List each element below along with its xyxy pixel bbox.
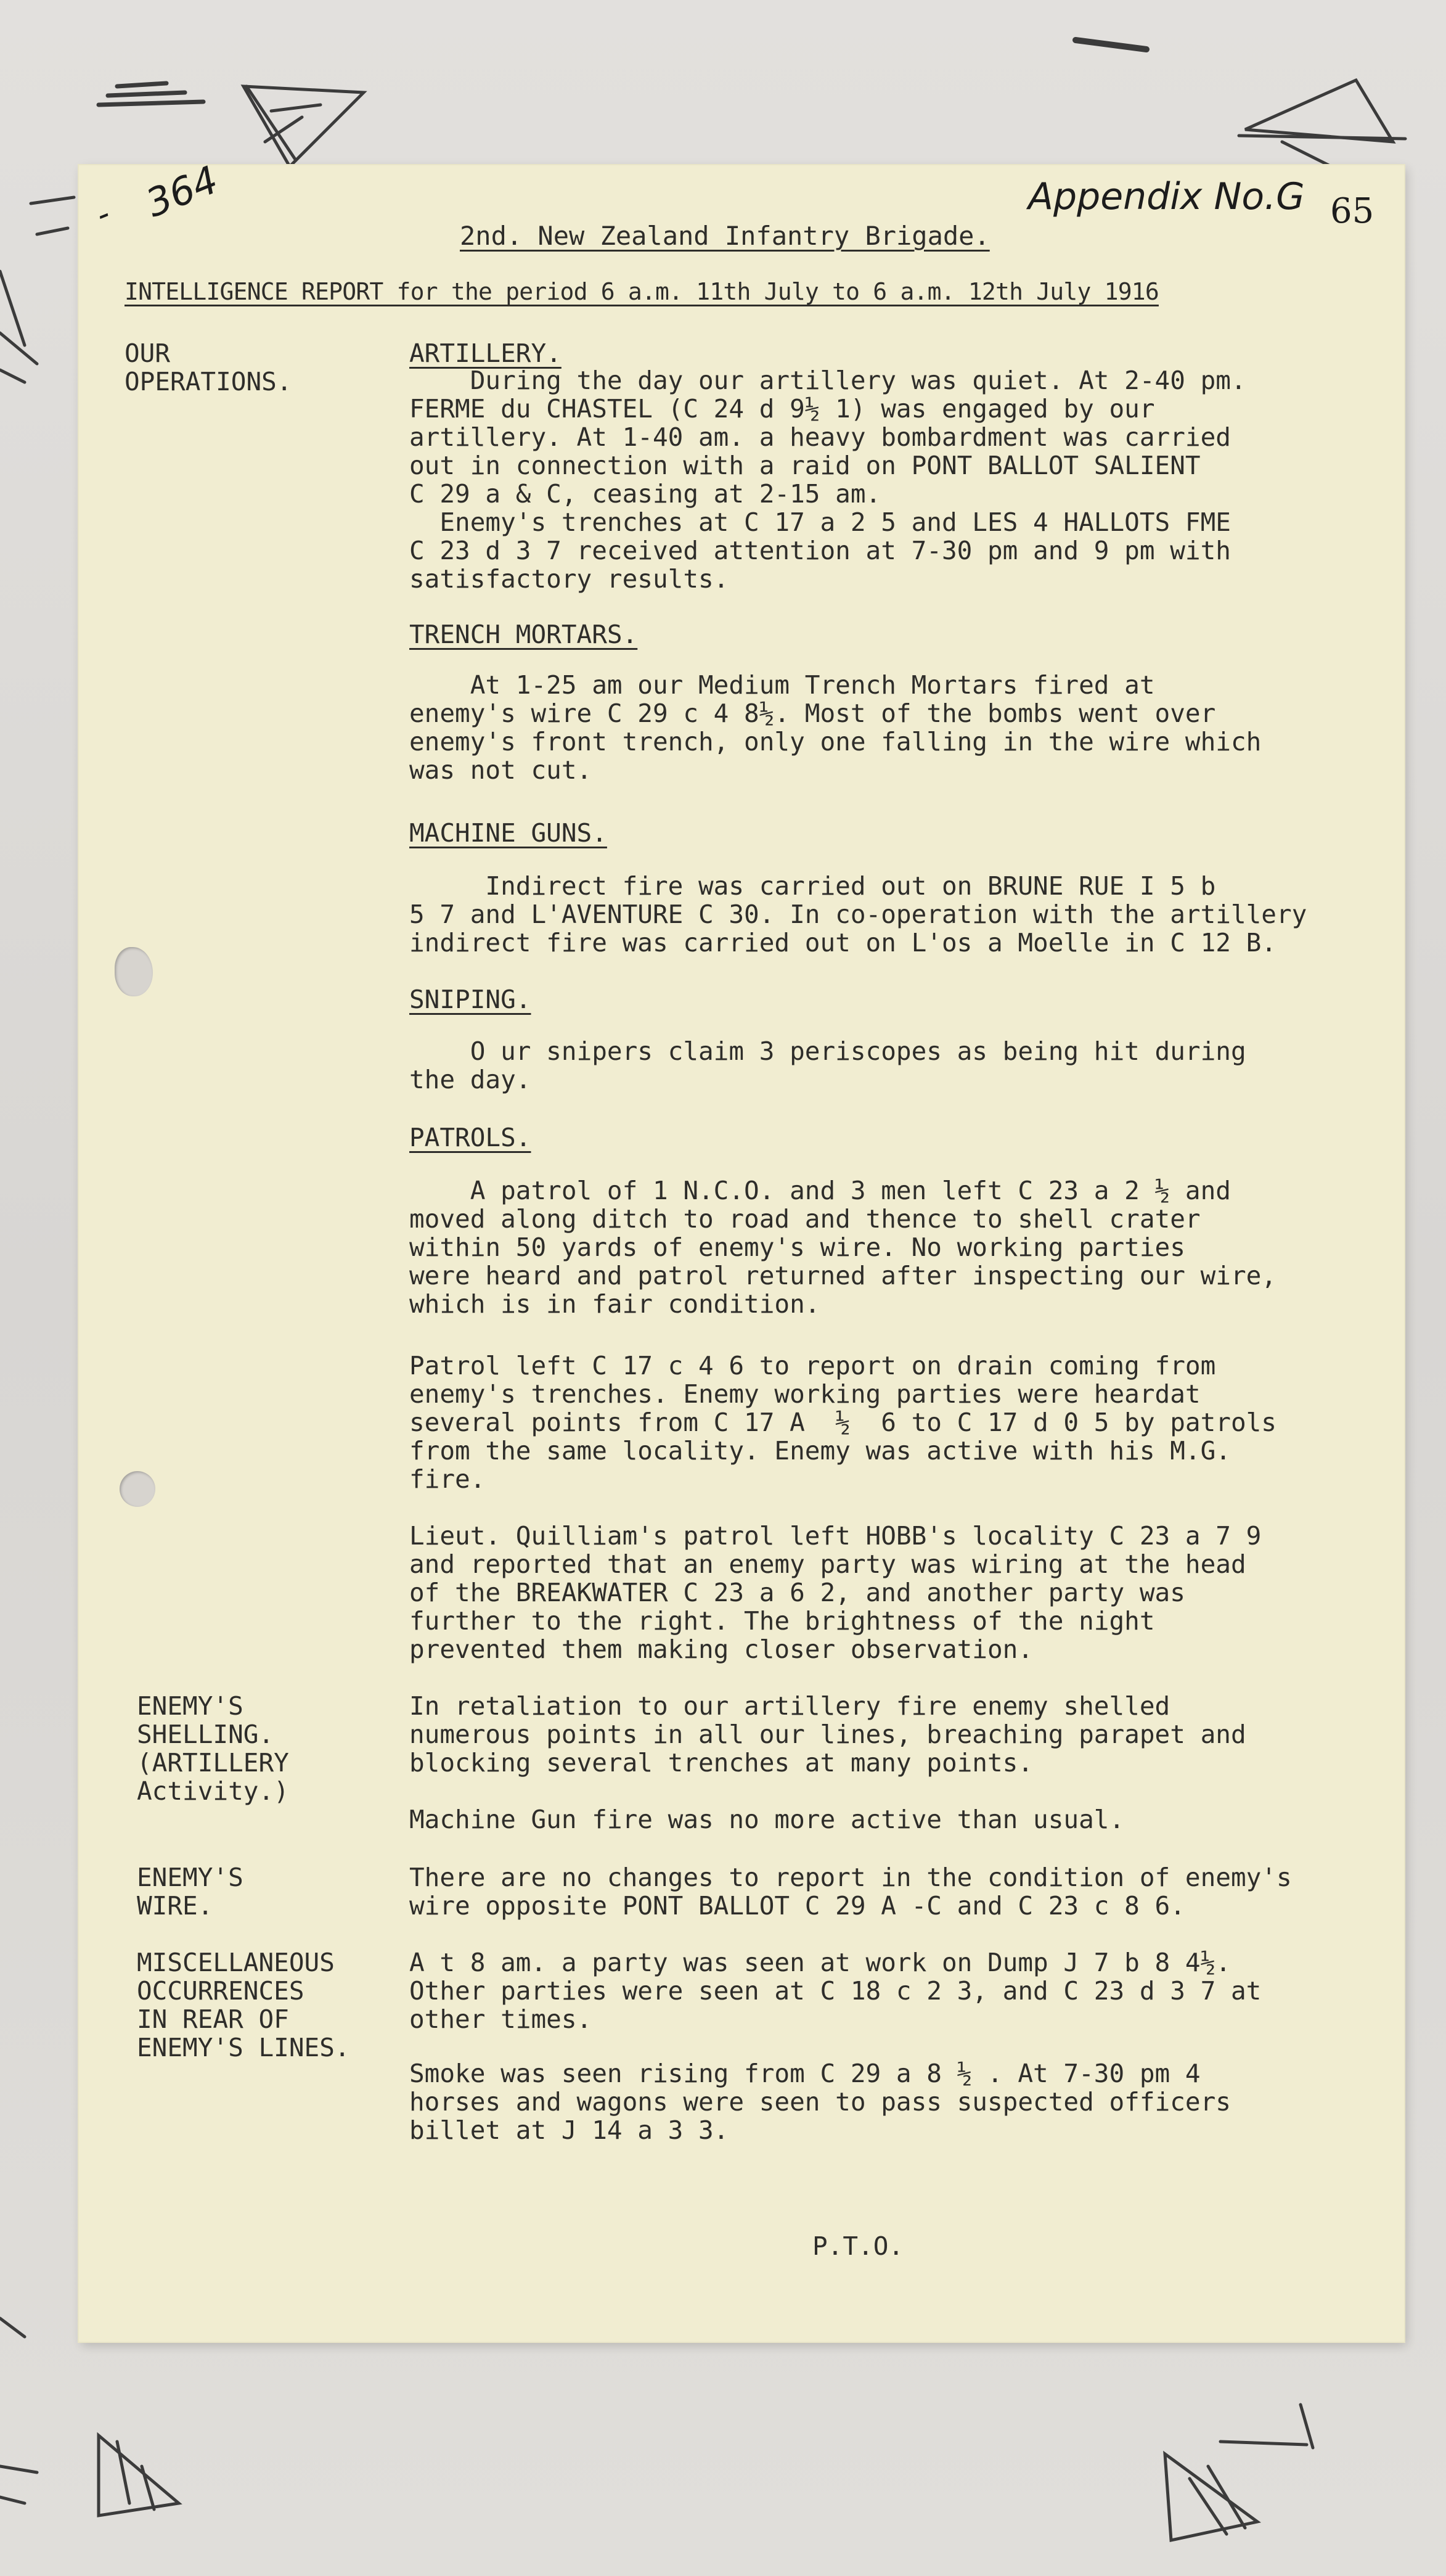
enemy-wire-text: There are no changes to report in the condition of enemy's wire opposite PONT BALLOT C 29 A -C and C 23 c 8 6. [409,1863,1292,1921]
miscellaneous-text-2: Smoke was seen rising from C 29 a 8 ½ . At 7-30 pm 4 horses and wagons were seen to pass suspected officers billet at J 14 a 3 3. [409,2059,1231,2145]
artillery-text: During the day our artillery was quiet. At 2-40 pm. FERME du CHASTEL (C 24 d 9½ 1) was engaged by our artillery. At 1-40 am. a heavy bombardment was carried out in connection with a raid on PONT BALLOT SALIENT C 29 a & C, ceasing at 2-15 am. Enemy's trenches at C 17 a 2 5 and LES 4 HALLOTS FME C 23 d 3 7 received attention at 7-30 pm and 9 pm with satisfactory results. [409,366,1246,594]
enemy-mg-text: Machine Gun fire was no more active than usual. [409,1805,1125,1834]
trench-mortars-text: At 1-25 am our Medium Trench Mortars fired at enemy's wire C 29 c 4 8½. Most of the bombs went over enemy's front trench, only one falling in the wire which was not cut. [409,670,1262,785]
folio-number: 364 [139,157,224,226]
trench-mortars-heading: TRENCH MORTARS. [409,620,638,649]
patrols-text-2: Patrol left C 17 c 4 6 to report on drain coming from enemy's trenches. Enemy working parties were heardat several points from C 17 A ½ 6 to C 17 d 0 5 by patrols from the same locality. Enemy was active with his M.G. fire. [409,1351,1276,1494]
folio-tick: - [91,195,116,234]
sniping-heading: SNIPING. [409,985,531,1014]
patrols-text-3: Lieut. Quilliam's patrol left HOBB's locality C 23 a 7 9 and reported that an enemy party was wiring at the head of the BREAKWATER C 23 a 6 2, and another party was further to the right. The brightness of the night prevented them making closer observation. [409,1521,1262,1664]
pto-footer: P.T.O. [812,2231,904,2261]
artillery-heading: ARTILLERY. [409,338,562,368]
our-operations-label: OUR OPERATIONS. [125,338,292,396]
punch-hole [120,1471,155,1507]
patrols-heading: PATROLS. [409,1123,531,1152]
enemy-shelling-label: ENEMY'S SHELLING. (ARTILLERY Activity.) [137,1691,289,1806]
punch-hole-torn [115,947,153,996]
sniping-text: O ur snipers claim 3 periscopes as being hit during the day. [409,1036,1246,1094]
machine-guns-heading: MACHINE GUNS. [409,818,607,848]
enemy-shelling-text: In retaliation to our artillery fire enemy shelled numerous points in all our lines, breaching parapet and blocking several trenches at many points. [409,1691,1246,1778]
enemy-wire-label: ENEMY'S WIRE. [137,1863,243,1921]
miscellaneous-text-1: A t 8 am. a party was seen at work on Dump J 7 b 8 4½. Other parties were seen at C 18 c 2 3, and C 23 d 3 7 at other times. [409,1948,1262,2034]
appendix-label: Appendix No.G [1028,175,1305,218]
page-number: 65 [1330,191,1375,231]
machine-guns-text: Indirect fire was carried out on BRUNE RUE I 5 b 5 7 and L'AVENTURE C 30. In co-operation with the artillery indirect fire was carried out on L'os a Moelle in C 12 B. [409,871,1307,958]
patrols-text-1: A patrol of 1 N.C.O. and 3 men left C 23 a 2 ½ and moved along ditch to road and thence to shell crater within 50 yards of enemy's wire. No working parties were heard and patrol returned after inspecting our wire, which is in fair condition. [409,1176,1276,1319]
miscellaneous-label: MISCELLANEOUS OCCURRENCES IN REAR OF ENEMY'S LINES. [137,1948,350,2062]
brigade-heading: 2nd. New Zealand Infantry Brigade. [460,221,990,251]
document-page [79,157,1404,2342]
report-title: INTELLIGENCE REPORT for the period 6 a.m. 11th July to 6 a.m. 12th July 1916 [125,278,1159,305]
